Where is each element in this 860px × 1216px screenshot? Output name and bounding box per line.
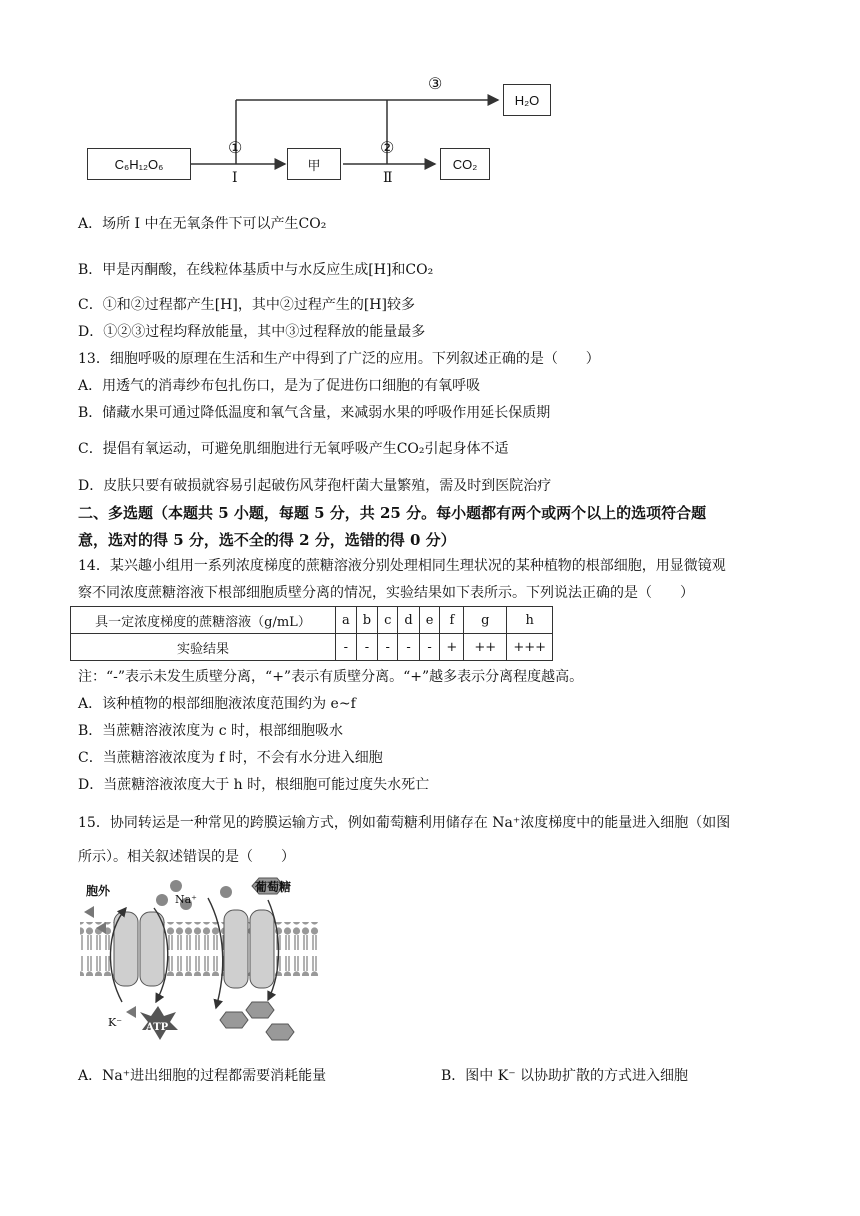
table-row: [71, 634, 553, 661]
glucose-molecule: [246, 1002, 274, 1018]
glucose-molecule: [220, 1012, 248, 1028]
section2-line2: 意，选对的得 5 分，选不全的得 2 分，选错的得 0 分）: [78, 531, 456, 549]
table-cell: -: [378, 634, 398, 661]
q12-option-c: C．①和②过程都产生[H]，其中②过程产生的[H]较多: [78, 297, 415, 313]
section2-line1: 二、多选题（本题共 5 小题，每题 5 分，共 25 分。每小题都有两个或两个以上的选项符合题: [78, 504, 707, 522]
fig-k-label: K⁻: [108, 1016, 123, 1029]
q14-stem-line1: 14．某兴趣小组用一系列浓度梯度的蔗糖溶液分别处理相同生理状况的某种植物的根部细胞，用显微镜观: [78, 558, 726, 574]
na-ion: [220, 886, 232, 898]
table-result-label: 实验结果: [71, 634, 336, 661]
q13-option-d: D．皮肤只要有破损就容易引起破伤风芽孢杆菌大量繁殖，需及时到医院治疗: [78, 478, 552, 494]
na-ion: [156, 894, 168, 906]
q14-option-d: D．当蔗糖溶液浓度大于 h 时，根细胞可能过度失水死亡: [78, 777, 430, 793]
q14-option-a: A．该种植物的根部细胞液浓度范围约为 e~f: [78, 696, 356, 712]
cotransporter-1: [224, 910, 248, 988]
table-col: e: [419, 607, 440, 634]
table-cell: +: [440, 634, 464, 661]
h2o-box: H₂O: [503, 84, 551, 116]
fig-glucose-label: 葡萄糖: [255, 880, 292, 894]
q14-option-b: B．当蔗糖溶液浓度为 c 时，根部细胞吸水: [78, 723, 344, 739]
k-ion: [126, 1006, 136, 1018]
q15-option-b: B．图中 K⁻ 以协助扩散的方式进入细胞: [441, 1068, 689, 1084]
fig-na-label: Na⁺: [175, 893, 197, 906]
q12-option-a: A．场所 I 中在无氧条件下可以产生CO₂: [78, 216, 327, 232]
q12-option-b: B．甲是丙酮酸，在线粒体基质中与水反应生成[H]和CO₂: [78, 262, 434, 278]
table-cell: -: [356, 634, 377, 661]
table-col: h: [507, 607, 553, 634]
na-ion: [170, 880, 182, 892]
step1-label: ①: [228, 138, 243, 157]
table-col: b: [356, 607, 377, 634]
glucose-box: C₆H₁₂O₆: [87, 148, 191, 180]
stage2-label: Ⅱ: [383, 170, 393, 186]
table-col: f: [440, 607, 464, 634]
q13-option-a: A．用透气的消毒纱布包扎伤口，是为了促进伤口细胞的有氧呼吸: [78, 378, 481, 394]
jia-box: 甲: [287, 148, 341, 180]
q13-stem: 13．细胞呼吸的原理在生活和生产中得到了广泛的应用。下列叙述正确的是（ ）: [78, 351, 600, 367]
q15-stem-line1: 15．协同转运是一种常见的跨膜运输方式，例如葡萄糖利用储存在 Na⁺浓度梯度中的能量进入细胞（如图: [78, 815, 731, 831]
q13-option-b: B．储藏水果可通过降低温度和氧气含量，来减弱水果的呼吸作用延长保质期: [78, 405, 551, 421]
q15-option-a: A．Na⁺进出细胞的过程都需要消耗能量: [78, 1068, 327, 1084]
q13-option-c: C．提倡有氧运动，可避免肌细胞进行无氧呼吸产生CO₂引起身体不适: [78, 441, 509, 457]
step3-label: ③: [428, 74, 443, 93]
glucose-molecule: [266, 1024, 294, 1040]
q14-note: 注：“-”表示未发生质壁分离，“+”表示有质壁分离。“+”越多表示分离程度越高。: [78, 669, 584, 685]
table-header-label: 具一定浓度梯度的蔗糖溶液（g/mL）: [71, 607, 336, 634]
step2-label: ②: [380, 138, 395, 157]
pump-protein-2: [140, 912, 164, 986]
fig-atp-label: ATP: [146, 1022, 169, 1033]
co2-box: CO₂: [440, 148, 490, 180]
q12-option-d: D．①②③过程均释放能量，其中③过程释放的能量最多: [78, 324, 426, 340]
table-cell: -: [398, 634, 419, 661]
cotransporter-2: [250, 910, 274, 988]
k-ion: [84, 906, 94, 918]
stage1-label: I: [232, 170, 238, 186]
table-cell: ++: [464, 634, 507, 661]
q14-stem-line2: 察不同浓度蔗糖溶液下根部细胞质壁分离的情况，实验结果如下表所示。下列说法正确的是（ ）: [78, 585, 694, 601]
table-cell: -: [336, 634, 357, 661]
experiment-table: [70, 606, 553, 661]
table-col: c: [378, 607, 398, 634]
fig-outside-label: 胞外: [86, 884, 111, 898]
table-col: g: [464, 607, 507, 634]
table-row: [71, 607, 553, 634]
table-cell: -: [419, 634, 440, 661]
q15-stem-line2: 所示）。相关叙述错误的是（ ）: [78, 849, 295, 865]
table-col: d: [398, 607, 419, 634]
q14-option-c: C．当蔗糖溶液浓度为 f 时，不会有水分进入细胞: [78, 750, 383, 766]
pump-protein-1: [114, 912, 138, 986]
table-cell: +++: [507, 634, 553, 661]
table-col: a: [336, 607, 357, 634]
